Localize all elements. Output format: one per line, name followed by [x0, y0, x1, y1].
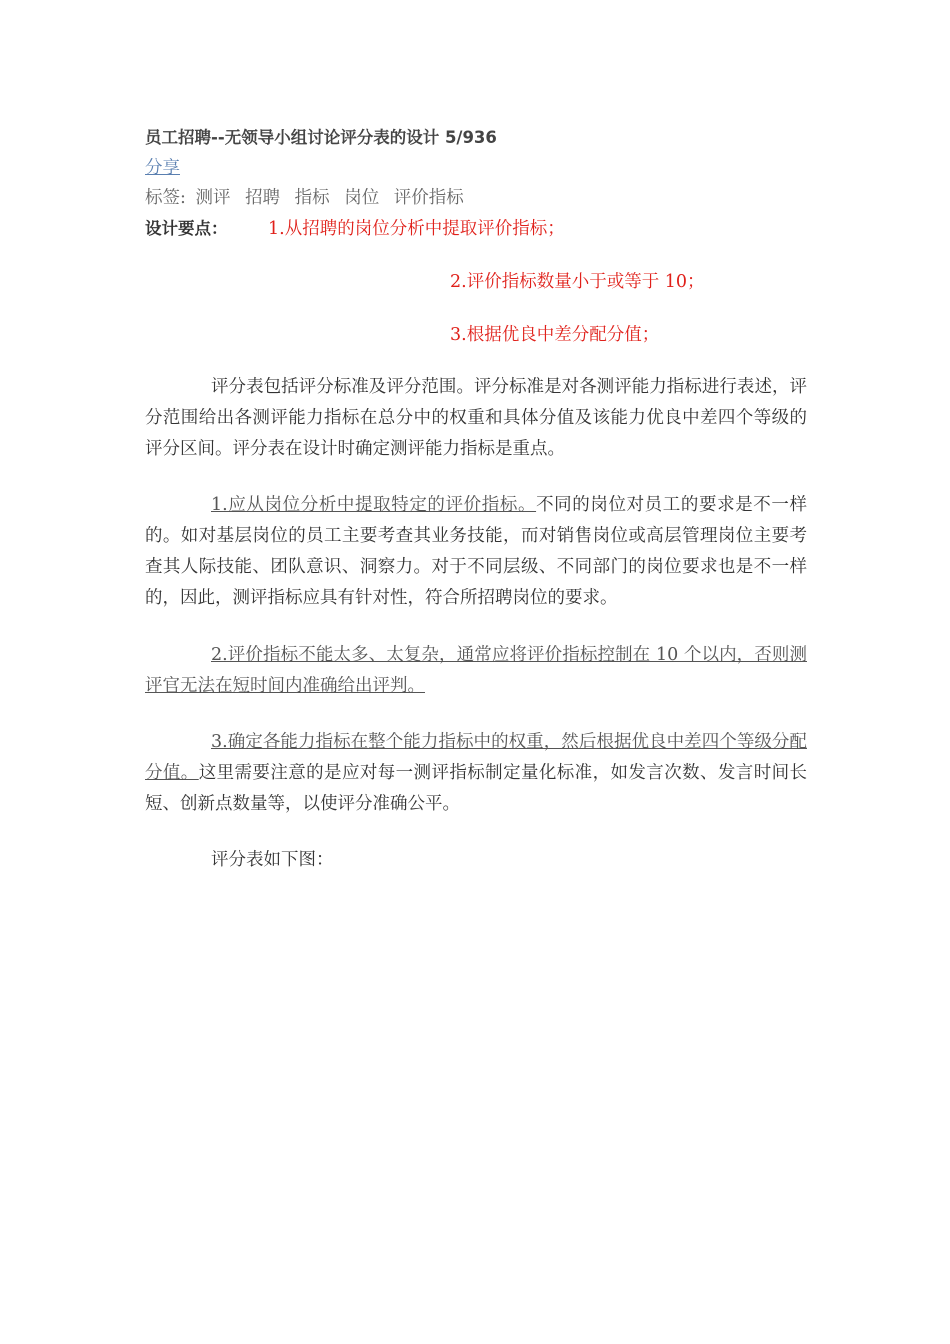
tag-item[interactable]: 测评: [195, 188, 231, 208]
intro-text: 评分表包括评分标准及评分范围。评分标准是对各测评能力指标进行表述，评分范围给出各测评能力指标在总分中的权重和具体分值及该能力优良中差四个等级的评分区间。评分表在设计时确定测评能力指标是重点。: [145, 377, 807, 459]
point-2-heading: 2.评价指标不能太多、太复杂，通常应将评价指标控制在 10 个以内，否则测评官无法在短时间内准确给出评判。: [145, 645, 807, 696]
tag-item[interactable]: 评价指标: [393, 188, 464, 208]
requirement-item-1: 1.从招聘的岗位分析中提取评价指标；: [268, 219, 565, 239]
tag-list: [145, 186, 473, 210]
point-1-heading: 1.应从岗位分析中提取特定的评价指标。: [211, 495, 537, 515]
document-title: 员工招聘--无领导小组讨论评分表的设计 5/936: [145, 128, 497, 147]
closing-paragraph: [145, 845, 807, 876]
point-1-paragraph: [145, 490, 807, 614]
point-3-heading: 3.确定各能力指标在整个能力指标中的权重，然后根据优良中差四个等级分配分值。: [145, 732, 807, 783]
tag-item[interactable]: 指标: [294, 188, 330, 208]
point-3-paragraph: [145, 727, 807, 820]
share-link[interactable]: 分享: [145, 158, 180, 178]
requirement-item-3: 3.根据优良中差分配分值；: [450, 325, 660, 345]
tag-item[interactable]: 招聘: [245, 188, 281, 208]
point-3-text: 这里需要注意的是应对每一测评指标制定量化标准，如发言次数、发言时间长短、创新点数量等，以使评分准确公平。: [145, 763, 808, 814]
requirement-item-2: 2.评价指标数量小于或等于 10；: [450, 272, 705, 292]
closing-text: 评分表如下图：: [211, 850, 334, 870]
tag-item[interactable]: 岗位: [344, 188, 380, 208]
design-points-label: 设计要点：: [145, 219, 228, 238]
tags-label: 标签:: [145, 188, 186, 208]
point-1-text: 不同的岗位对员工的要求是不一样的。如对基层岗位的员工主要考查其业务技能，而对销售岗位或高层管理岗位主要考查其人际技能、团队意识、洞察力。对于不同层级、不同部门的岗位要求也是不一样的，因此，测评指标应具有针对性，符合所招聘岗位的要求。: [145, 495, 808, 608]
intro-paragraph: [145, 372, 807, 465]
point-2-paragraph: [145, 640, 807, 702]
